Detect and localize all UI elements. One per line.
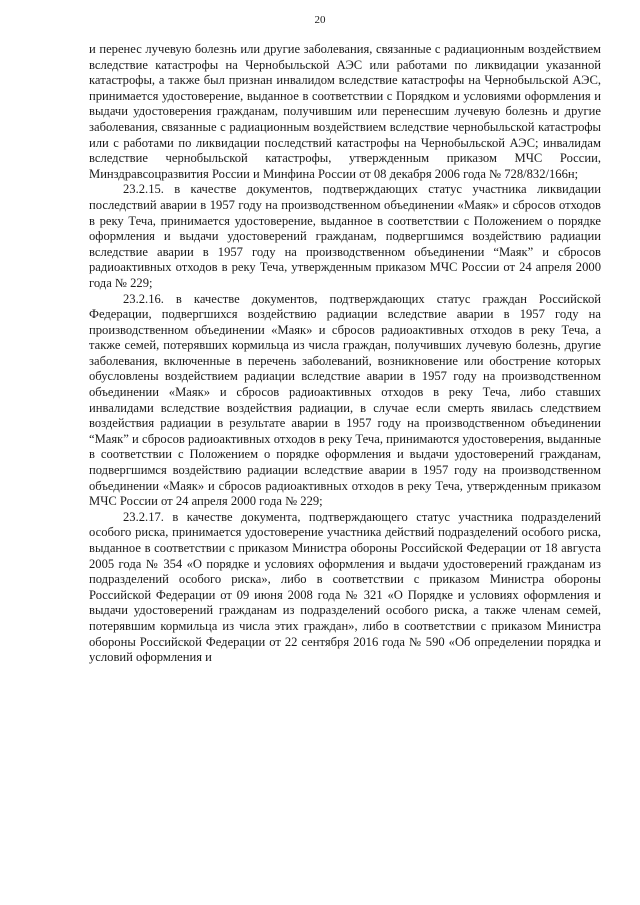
paragraph-23-2-17: 23.2.17. в качестве документа, подтверждающего статус участника подразделений особого риска, принимается удостоверение участника действий подразделений особого риска, выданное в соответствии с приказом Министра обороны Российской Федерации от 18 августа 2005 года № 354 «О порядке и условиях оформления и выдачи удостоверений гражданам из подразделений особого риска», либо в соответствии с приказом Министра обороны Российской Федерации от 09 июня 2008 года № 321 «О Порядке и условиях оформления и выдачи удостоверений гражданам из подразделений особого риска, а также членам семей, потерявшим кормильца из числа этих граждан», либо в соответствии с приказом Министра обороны Российской Федерации от 22 сентября 2016 года № 590 «Об определении порядка и условий оформления и bbox=[89, 509, 601, 665]
paragraph-23-2-15: 23.2.15. в качестве документов, подтверждающих статус участника ликвидации последствий аварии в 1957 году на производственном объединении «Маяк» и сбросов отходов в реку Теча, принимается удостоверение, выданное в соответствии с Положением о порядке оформления и выдачи удостоверений гражданам, подвергшимся воздействию радиации вследствие аварии в 1957 году на производственном объединении “Маяк” и сбросов радиоактивных отходов в реку Теча, утвержденным приказом МЧС России от 24 апреля 2000 года № 229; bbox=[89, 182, 601, 290]
paragraph-23-2-16: 23.2.16. в качестве документов, подтверждающих статус граждан Российской Федерации, подвергшихся воздействию радиации вследствие аварии в 1957 году на производственном объединении «Маяк» и сбросов радиоактивных отходов в реку Теча, а также семей, потерявших кормильца из числа граждан, получивших лучевую болезнь, другие заболевания, включенные в перечень заболеваний, возникновение или обострение которых обусловлены воздействием радиации вследствие аварии в 1957 году на производственном объединении «Маяк» и сбросов радиоактивных отходов в реку Теча, либо ставших инвалидами вследствие воздействия радиации, в случае если смерть явилась следствием воздействия радиации в результате аварии в 1957 году на производственном объединении “Маяк” и сбросов радиоактивных отходов в реку Теча, принимаются удостоверения, выданные в соответствии с Положением о порядке оформления и выдачи удостоверений гражданам, подвергшимся воздействию радиации вследствие аварии в 1957 году на производственном объединении «Маяк» и сбросов радиоактивных отходов в реку Теча, утвержденным приказом МЧС России от 24 апреля 2000 года № 229; bbox=[89, 291, 601, 509]
paragraph-continuation: и перенес лучевую болезнь или другие заболевания, связанные с радиационным воздействием вследствие катастрофы на Чернобыльской АЭС или работами по ликвидации указанной катастрофы, а также был признан инвалидом вследствие катастрофы на Чернобыльской АЭС, принимается удостоверение, выданное в соответствии с Порядком и условиями оформления и выдачи удостоверения гражданам, получившим или перенесшим лучевую болезнь и другие заболевания, связанные с радиационным воздействием вследствие чернобыльской катастрофы или с работами по ликвидации последствий катастрофы на Чернобыльской АЭС; инвалидам вследствие чернобыльской катастрофы, утвержденным приказом МЧС России, Минздравсоцразвития России и Минфина России от 08 декабря 2006 года № 728/832/166н; bbox=[89, 42, 601, 181]
document-body bbox=[89, 42, 601, 666]
page-number: 20 bbox=[314, 14, 326, 26]
